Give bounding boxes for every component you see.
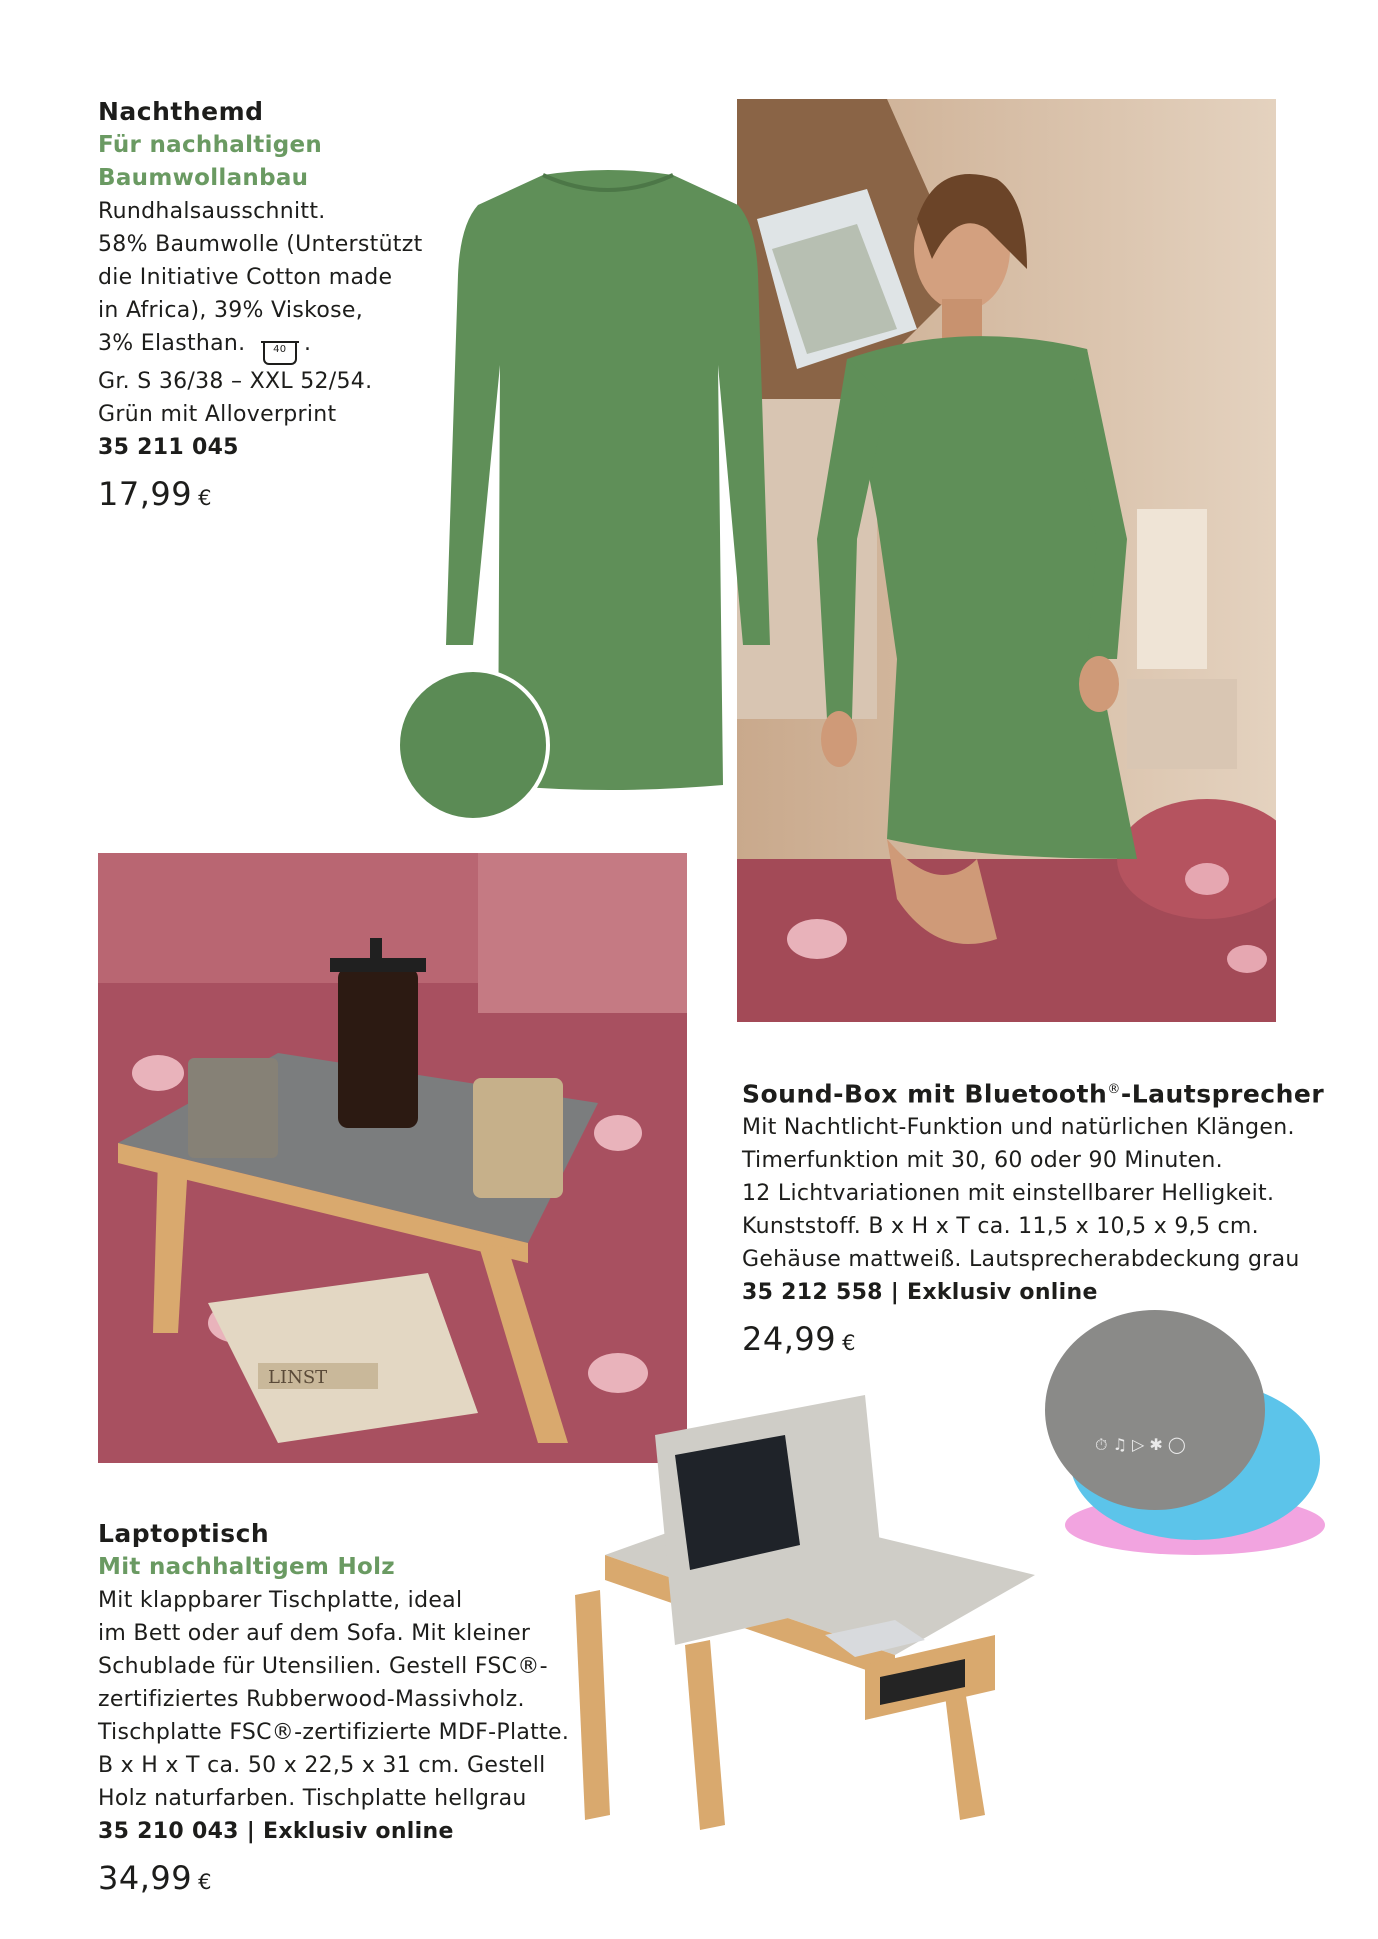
laptop-table-price-value: 34,99 — [98, 1859, 193, 1897]
soundbox-price — [742, 1317, 1324, 1365]
nightshirt-subtitle-1: Für nachhaltigen — [98, 132, 323, 158]
svg-text:⏱ ♫ ▷ ✱ ◯: ⏱ ♫ ▷ ✱ ◯ — [1095, 1435, 1186, 1454]
laptop-table-title: Laptoptisch — [98, 1519, 270, 1548]
laptop-table-line: im Bett oder auf dem Sofa. Mit kleiner — [98, 1621, 531, 1646]
laptop-table-line: Schublade für Utensilien. Gestell FSC®- — [98, 1654, 548, 1679]
laptop-table-currency: € — [198, 1870, 212, 1894]
laptop-table-price — [98, 1856, 569, 1904]
laptop-table-line: Tischplatte FSC®-zertifizierte MDF-Platte. — [98, 1720, 570, 1745]
nightshirt-elasthan-line — [98, 327, 423, 365]
nightshirt-price-value: 17,99 — [98, 475, 193, 513]
nightshirt-article-number: 35 211 045 — [98, 435, 239, 460]
bed-tray-photo — [98, 853, 687, 1463]
nightshirt-elasthan-end: . — [304, 331, 312, 356]
nightshirt-title: Nachthemd — [98, 97, 264, 126]
soundbox-title-end: -Lautsprecher — [1120, 1079, 1325, 1109]
nightshirt-price — [98, 472, 423, 520]
soundbox-article-number: 35 212 558 | Exklusiv online — [742, 1280, 1098, 1306]
soundbox-text — [742, 1073, 1324, 1365]
soundbox-price-value: 24,99 — [742, 1320, 837, 1359]
soundbox-line: Timerfunktion mit 30, 60 oder 90 Minuten. — [742, 1148, 1223, 1174]
soundbox-title-main: Sound-Box mit Bluetooth — [742, 1079, 1108, 1109]
soundbox-currency: € — [842, 1331, 856, 1356]
nightshirt-subtitle-2: Baumwollanbau — [98, 165, 309, 191]
model-photo — [737, 99, 1276, 1022]
laptop-table-article-number: 35 210 043 | Exklusiv online — [98, 1819, 454, 1844]
soundbox-line: Gehäuse mattweiß. Lautsprecherabdeckung grau — [742, 1247, 1300, 1273]
wash-40-icon: 40 — [263, 341, 297, 365]
laptop-table-line: zertifiziertes Rubberwood-Massivholz. — [98, 1687, 525, 1712]
laptop-table-line: Mit klappbarer Tischplatte, ideal — [98, 1588, 463, 1613]
nightshirt-line: Gr. S 36/38 – XXL 52/54. — [98, 369, 373, 394]
nightshirt-line: in Africa), 39% Viskose, — [98, 298, 364, 323]
nightshirt-currency: € — [198, 486, 212, 510]
laptop-table-product-image — [565, 1395, 1065, 1835]
laptop-table-line: Holz naturfarben. Tischplatte hellgrau — [98, 1786, 527, 1811]
nightshirt-text — [98, 95, 423, 520]
laptop-table-line: B x H x T ca. 50 x 22,5 x 31 cm. Gestell — [98, 1753, 546, 1778]
nightshirt-line: Grün mit Alloverprint — [98, 402, 337, 427]
nightshirt-line: die Initiative Cotton made — [98, 265, 393, 290]
soundbox-line: 12 Lichtvariationen mit einstellbarer Helligkeit. — [742, 1181, 1275, 1207]
soundbox-line: Kunststoff. B x H x T ca. 11,5 x 10,5 x 9,5 cm. — [742, 1214, 1259, 1240]
soundbox-line: Mit Nachtlicht-Funktion und natürlichen Klängen. — [742, 1115, 1295, 1141]
newspaper-masthead: LINST — [268, 1367, 328, 1388]
registered-mark: ® — [1107, 1082, 1121, 1097]
nightshirt-line: Rundhalsausschnitt. — [98, 199, 326, 224]
nightshirt-elasthan: 3% Elasthan. — [98, 331, 246, 356]
laptop-table-subtitle: Mit nachhaltigem Holz — [98, 1554, 395, 1580]
laptop-table-text — [98, 1517, 569, 1904]
fabric-swatch — [396, 668, 550, 822]
soundbox-title — [742, 1073, 1324, 1111]
nightshirt-line: 58% Baumwolle (Unterstützt — [98, 232, 423, 257]
